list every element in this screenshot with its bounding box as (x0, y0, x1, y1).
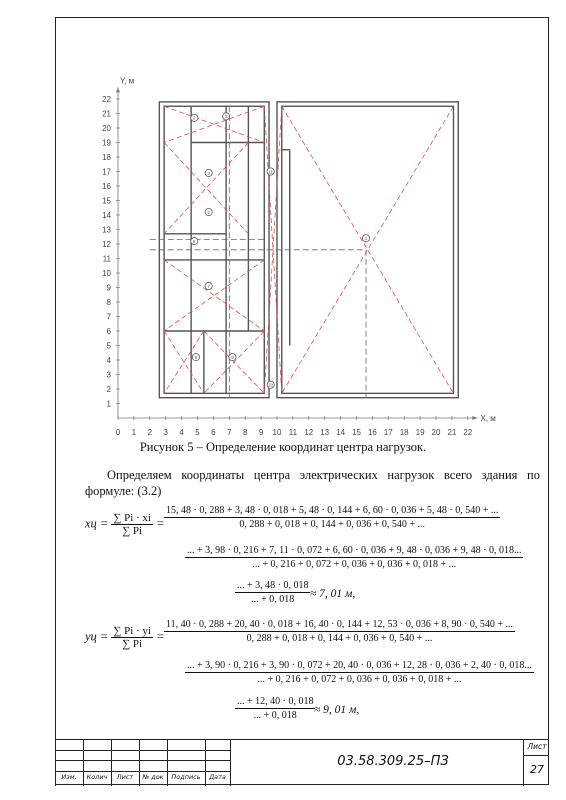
y-tick-label: 12 (102, 240, 111, 249)
formula-y-line3: $\frac{... + 12, 40 \cdot 0, 018}{... + 0, 018}$ (237, 696, 314, 721)
y-tick-label: 4 (106, 356, 111, 365)
title-block (55, 739, 549, 786)
x-tick-label: 3 (163, 428, 168, 437)
formula-y-lhs: yц = $\frac{\sum Pi \cdot yi}{\sum Pi}$ = (85, 625, 165, 650)
x-axis-label: X, м (480, 414, 496, 423)
x-tick-label: 7 (227, 428, 232, 437)
y-tick-label: 1 (106, 399, 111, 409)
formula-x-result: ≈ 7, 01 м, (310, 588, 356, 600)
y-tick-label: 7 (106, 312, 111, 322)
y-axis-arrow (116, 87, 120, 92)
x-axis-arrow (472, 416, 477, 420)
formula-y-result: ≈ 9, 01 м, (314, 704, 360, 716)
room-marker-label: 9 (231, 354, 234, 360)
room-marker-label: 8 (194, 354, 198, 360)
y-tick-label: 10 (102, 269, 111, 278)
y-tick-label: 14 (102, 211, 111, 220)
stamp-col-podpis: Подпись (171, 773, 201, 781)
stamp-col-list: Лист (116, 773, 134, 781)
y-tick-label: 9 (106, 283, 111, 293)
room-marker-label: 6 (193, 238, 196, 244)
y-tick-label: 19 (102, 138, 111, 148)
x-tick-label: 16 (367, 428, 377, 437)
formula-x-line1: 15, 48 · 0, 288 + 3, 48 · 0, 018 + 5, 48 · 0, 144 + 6, 60 · 0, 036 + 5, 48 · 0, 540 + ... 0, 288 + 0, 018 + 0, 144 + 0, 036 + 0, 540 + ... (166, 505, 499, 530)
y-tick-label: 13 (102, 225, 111, 235)
x-tick-label: 6 (211, 428, 216, 437)
y-tick-label: 18 (102, 153, 111, 162)
y-tick-label: 20 (102, 124, 111, 133)
y-tick-label: 11 (102, 254, 111, 264)
stamp-col-kolich: Колич (86, 773, 108, 781)
x-tick-label: 10 (272, 428, 282, 437)
y-axis-label: Y, м (120, 76, 135, 86)
y-tick-label: 3 (106, 370, 111, 380)
y-tick-label: 5 (106, 341, 111, 351)
x-tick-label: 4 (179, 428, 184, 437)
x-tick-label: 22 (463, 428, 473, 437)
stamp-col-doc: № док (142, 773, 164, 781)
room-marker-label: 10 (268, 382, 274, 388)
x-tick-label: 14 (336, 428, 346, 437)
stamp-col-izm: Изм. (61, 773, 77, 781)
x-tick-label: 11 (288, 428, 298, 437)
room-marker-label: 1 (364, 236, 368, 241)
y-tick-label: 22 (102, 95, 111, 104)
stamp-col-data: Дата (209, 773, 226, 781)
plan-axes (102, 76, 496, 437)
formula-y-line1: 11, 40 · 0, 288 + 20, 40 · 0, 018 + 16, 40 · 0, 144 + 12, 53 · 0, 036 + 8, 90 · 0, 540 + ... 0, 288 + 0, 018 + 0, 144 + 0, 036 + 0, 540 + ... (166, 619, 513, 644)
y-tick-label: 8 (106, 298, 111, 307)
y-tick-label: 15 (102, 196, 111, 206)
formula-x-line3: $\frac{... + 3, 48 \cdot 0, 018}{... + 0, 018}$ (237, 580, 309, 605)
sheet-label: Лист (527, 742, 547, 751)
y-tick-label: 17 (102, 167, 111, 177)
y-tick-label: 21 (102, 109, 111, 119)
figure-caption: Рисунок 5 – Определение координат центра нагрузок. (139, 440, 427, 454)
formula-y-line2: ... + 3, 90 · 0, 216 + 3, 90 · 0, 072 + 20, 40 · 0, 036 + 12, 28 · 0, 036 + 2, 40 · 0, 018... ... + 0, 216 + 0, 072 + 0, 036 + 0, 036 + 0, 018 + ... (187, 660, 532, 685)
y-tick-label: 16 (102, 182, 111, 191)
x-tick-label: 2 (147, 428, 153, 437)
x-tick-label: 13 (320, 428, 330, 437)
formula-x-line2: ... + 3, 98 · 0, 216 + 7, 11 · 0, 072 + 6, 60 · 0, 036 + 9, 48 · 0, 036 + 9, 48 · 0, 018... ... + 0, 216 + 0, 072 + 0, 036 + 0, 036 + 0, 018 + ... (187, 545, 522, 570)
x-tick-label: 21 (447, 428, 457, 437)
floor-plan-diagram (95, 45, 525, 440)
x-tick-label: 1 (131, 428, 137, 437)
formula-x-lhs: xц = $\frac{\sum Pi \cdot xi}{\sum Pi}$ = (85, 512, 165, 537)
y-tick-label: 6 (106, 327, 111, 336)
document-code: 03.58.309.25–ПЗ (337, 754, 449, 769)
x-tick-label: 9 (258, 428, 264, 437)
x-tick-label: 15 (352, 428, 361, 437)
x-tick-label: 18 (399, 428, 409, 437)
x-tick-label: 12 (304, 428, 314, 437)
x-tick-label: 0 (115, 428, 121, 437)
x-tick-label: 8 (242, 428, 248, 437)
plan-room-markers (191, 113, 370, 388)
sheet-number: 27 (530, 763, 544, 776)
room-marker-label: 7 (207, 283, 210, 289)
room-marker-label: 5 (207, 209, 210, 215)
room-marker-label: 11 (268, 169, 273, 175)
x-tick-label: 20 (431, 428, 441, 437)
x-tick-label: 5 (195, 428, 200, 437)
x-tick-label: 17 (383, 428, 393, 437)
room-marker-label: 2 (193, 115, 196, 121)
x-tick-label: 19 (415, 428, 425, 437)
room-marker-label: 3 (224, 114, 228, 120)
room-marker-label: 4 (207, 170, 210, 176)
y-tick-label: 2 (106, 385, 111, 394)
intro-paragraph: Определяем координаты центра электрических нагрузок всего здания по формуле: (3.2) (85, 468, 540, 498)
